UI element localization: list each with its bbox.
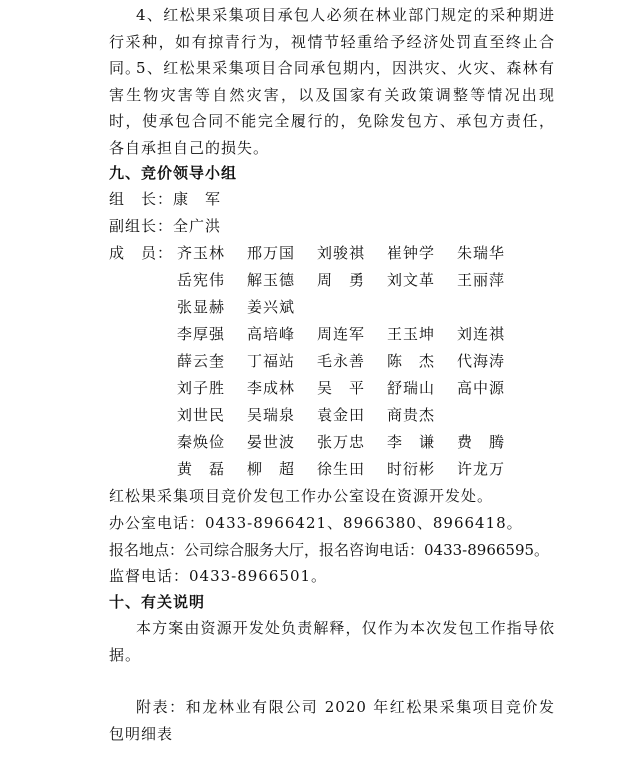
member-name: 齐玉林	[177, 244, 226, 262]
member-name: 李厚强	[177, 325, 226, 343]
member-name: 袁金田	[317, 406, 366, 424]
member-name: 张显赫	[177, 298, 226, 316]
member-name: 舒瑞山	[387, 379, 436, 397]
members-row	[177, 456, 527, 482]
section-9-heading: 九、竞价领导小组	[109, 164, 238, 182]
leader-name: 康 军	[173, 190, 222, 208]
member-name: 吴瑞泉	[247, 406, 296, 424]
members-label: 成 员：	[109, 244, 174, 262]
members-row	[177, 267, 527, 293]
member-name: 崔钟学	[387, 244, 436, 262]
member-name: 费 腾	[457, 433, 506, 451]
deputy-line	[109, 213, 221, 239]
member-name: 丁福站	[247, 352, 296, 370]
member-name: 王玉坤	[387, 325, 436, 343]
leader-line	[109, 186, 221, 212]
members-row	[177, 375, 527, 401]
member-name: 秦焕俭	[177, 433, 226, 451]
member-name: 刘文革	[387, 271, 436, 289]
member-name: 时衍彬	[387, 460, 436, 478]
member-name: 商贵杰	[387, 406, 436, 424]
deputy-name: 全广洪	[173, 217, 222, 235]
member-name: 朱瑞华	[457, 244, 506, 262]
leader-label: 组 长：	[109, 190, 174, 208]
members-label-line	[109, 240, 173, 266]
registration-info: 报名地点：公司综合服务大厅，报名咨询电话：0433-8966595。	[109, 541, 550, 559]
member-name: 王丽萍	[457, 271, 506, 289]
clause-5: 5、红松果采集项目合同承包期内，因洪灾、火灾、森林有害生物灾害等自然灾害，以及国家有关政策调整等情况出现时，使承包合同不能完全履行的，免除发包方、承包方责任，各自承担自己的损失。	[109, 59, 555, 157]
member-name: 张万忠	[317, 433, 366, 451]
member-name: 陈 杰	[387, 352, 436, 370]
members-row	[177, 294, 317, 320]
member-name: 晏世波	[247, 433, 296, 451]
member-name: 周连军	[317, 325, 366, 343]
members-row	[177, 402, 457, 428]
section-10-text: 本方案由资源开发处负责解释，仅作为本次发包工作指导依据。	[109, 619, 555, 664]
member-name: 刘连祺	[457, 325, 506, 343]
member-name: 刘子胜	[177, 379, 226, 397]
members-row	[177, 321, 527, 347]
clause-4: 4、红松果采集项目承包人必须在林业部门规定的采种期进行采种，如有掠青行为，视情节轻重给予经济处罚直至终止合同。	[109, 6, 555, 77]
member-name: 代海涛	[457, 352, 506, 370]
member-name: 高培峰	[247, 325, 296, 343]
member-name: 吴 平	[317, 379, 366, 397]
section-10-heading: 十、有关说明	[109, 593, 206, 611]
member-name: 毛永善	[317, 352, 366, 370]
member-name: 徐生田	[317, 460, 366, 478]
member-name: 刘世民	[177, 406, 226, 424]
office-note: 红松果采集项目竞价发包工作办公室设在资源开发处。	[109, 487, 494, 505]
member-name: 岳宪伟	[177, 271, 226, 289]
member-name: 黄 磊	[177, 460, 226, 478]
member-name: 刘骏祺	[317, 244, 366, 262]
member-name: 邢万国	[247, 244, 296, 262]
member-name: 许龙万	[457, 460, 506, 478]
members-row	[177, 348, 527, 374]
member-name: 柳 超	[247, 460, 296, 478]
member-name: 李 谦	[387, 433, 436, 451]
member-name: 高中源	[457, 379, 506, 397]
member-name: 周 勇	[317, 271, 366, 289]
deputy-label: 副组长：	[109, 217, 174, 235]
member-name: 姜兴斌	[247, 298, 296, 316]
members-row	[177, 240, 527, 266]
member-name: 解玉德	[247, 271, 296, 289]
supervision-phone: 监督电话：0433-8966501。	[109, 567, 328, 585]
member-name: 李成林	[247, 379, 296, 397]
member-name: 薛云奎	[177, 352, 226, 370]
appendix-note: 附表：和龙林业有限公司 2020 年红松果采集项目竞价发包明细表	[109, 698, 555, 743]
members-row	[177, 429, 527, 455]
office-phone: 办公室电话：0433-8966421、8966380、8966418。	[109, 514, 523, 532]
